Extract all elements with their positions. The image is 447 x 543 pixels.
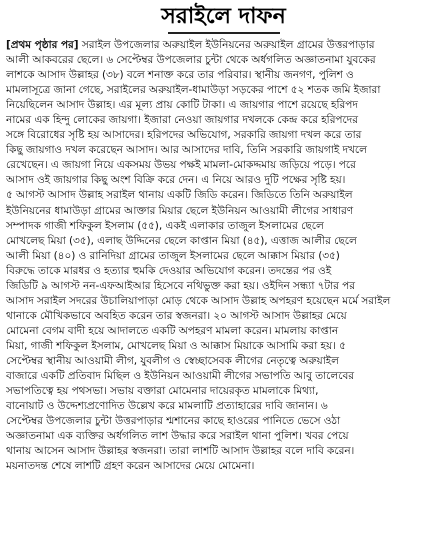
article-line-27: অজ্ঞাতনামা এক ব্যক্তির অর্ধগলিত লাশ উদ্ধার করে সরাইল থানা পুলিশ। খবর পেয়ে bbox=[6, 430, 349, 443]
article-line-29: ময়নাতদন্ত শেষে লাশটি গ্রহণ করেন আসাদের মেয়ে মোমেনা। bbox=[6, 460, 255, 473]
article-line-25: বানোয়াট ও উদ্দেশ্যপ্রণোদিত উল্লেখ করে মামলাটি প্রত্যাহারের দাবি জানান। ৬ bbox=[6, 400, 328, 413]
article-body bbox=[6, 38, 438, 538]
article-line-21: মিয়া, গাজী শফিকুল ইসলাম, মোখলেছ মিয়া ও আক্কাস মিয়াকে আসামি করা হয়। ৫ bbox=[6, 339, 346, 352]
article-line-23: বাজারে একটি প্রতিবাদ মিছিল ও ইউনিয়ন আওয়ামী লীগের সভাপতি আবু তালেবের bbox=[6, 370, 354, 383]
article-line-5: নিয়েছিলেন আসাদ উল্লাহ। এর মূল্য প্রায় কোটি টাকা। এ জায়গার পাশে রয়েছে হরিপদ bbox=[6, 99, 358, 112]
article-line-1-text: সরাইল উপজেলার অরুয়াইল ইউনিয়নের অরুয়াইল গ্রামের উত্তরপাড়ার bbox=[81, 39, 375, 51]
headline-underline bbox=[168, 32, 280, 34]
article-line-7: সঙ্গে বিরোধের সৃষ্টি হয় আসাদের। হরিপদের অভিযোগ, সরকারি জায়গা দখল করে তার bbox=[6, 129, 362, 142]
article-line-28: থানায় আসেন আসাদ উল্লাহর স্বজনরা। তারা লাশটি আসাদ উল্লাহর বলে দাবি করেন। bbox=[6, 445, 355, 458]
article-line-6: নামের এক হিন্দু লোকের জায়গা। ইজারা নেওয়া জায়গার দখলকে কেন্দ্র করে হরিপদের bbox=[6, 114, 358, 127]
article-line-10: আসাদ ওই জায়গার কিছু অংশ বিক্রি করে দেন। এ নিয়ে আরও দুটি পক্ষের সৃষ্টি হয়। bbox=[6, 174, 346, 187]
article-line-26: সেপ্টেম্বর উপজেলার চুন্টা উত্তরপাড়ার শ্মশানের কাছে হাওরের পানিতে ভেসে ওঠা bbox=[6, 415, 341, 428]
article-line-1 bbox=[6, 38, 438, 53]
article-line-22: সেপ্টেম্বর স্থানীয় আওয়ামী লীগ, যুবলীগ ও স্বেচ্ছাসেবক লীগের নেতৃত্বে অরুয়াইল bbox=[6, 354, 339, 367]
article-line-9: রেখেছেন। এ জায়গা নিয়ে একসময় উভয় পক্ষই মামলা-মোকদ্দমায় জড়িয়ে পড়ে। পরে bbox=[6, 159, 356, 172]
article-line-14: মোখলেছ মিয়া (৩৫), এলাছ উদ্দিনের ছেলে কাপ্তান মিয়া (৪৫), এত্তাজ আলীর ছেলে bbox=[6, 234, 357, 247]
article-line-8: কিছু জায়গাও দখল করেছেন আসাদ। আর আসাদের দাবি, তিনি সরকারি জায়গাই দখলে bbox=[6, 144, 367, 157]
article-line-13: সম্পাদক গাজী শফিকুল ইসলাম (৫৫), একই এলাকার তাজুল ইসলামের ছেলে bbox=[6, 219, 324, 232]
article-line-17: জিডিটি ৯ আগস্ট নন-এফআইআর হিসেবে নথিভুক্ত করা হয়। ওইদিন সন্ধ্যা ৭টার পর bbox=[6, 279, 355, 292]
article-line-19: থানাকে মৌখিকভাবে অবহিত করেন তার স্বজনরা। ২০ আগস্ট আসাদ উল্লাহর মেয়ে bbox=[6, 309, 347, 322]
jump-label: [প্রথম পৃষ্ঠার পর] bbox=[6, 39, 79, 51]
article-line-20: মোমেনা বেগম বাদী হয়ে আদালতে একটি অপহরণ মামলা করেন। মামলায় কাপ্তান bbox=[6, 324, 339, 337]
article-line-11: ৫ আগস্ট আসাদ উল্লাহ সরাইল থানায় একটি জিডি করেন। জিডিতে তিনি অরুয়াইল bbox=[6, 189, 353, 202]
article-line-2: আলী আকবরের ছেলে। ৬ সেপ্টেম্বর উপজেলার চুন্টা থেকে অর্ধগলিত অজ্ঞাতনামা যুবকের bbox=[6, 54, 376, 67]
article-line-15: আলী মিয়া (৪০) ও রানিদিয়া গ্রামের তাজুল ইসলামের ছেলে আক্কাস মিয়ার (৩৫) bbox=[6, 249, 340, 262]
article-line-12: ইউনিয়নের ধামাউড়া গ্রামের আক্তার মিয়ার ছেলে ইউনিয়ন আওয়ামী লীগের সাধারণ bbox=[6, 204, 354, 217]
article-line-24: সভাপতিত্বে হয় পথসভা। সভায় বক্তারা মোমেনার দায়েরকৃত মামলাকে মিথ্যা, bbox=[6, 385, 319, 398]
headline: সরাইলে দাফন bbox=[161, 3, 286, 29]
article-line-18: আসাদ সরাইল সদরের উচালিয়াপাড়া মোড় থেকে আসাদ উল্লাহ অপহরণ হয়েছেন মর্মে সরাইল bbox=[6, 294, 391, 307]
article-line-16: বিরুদ্ধে তাকে মারধর ও হত্যার হুমকি দেওয়ার অভিযোগ করেন। তদন্তের পর ওই bbox=[6, 264, 332, 277]
article-line-3: লাশকে আসাদ উল্লাহর (৩৮) বলে শনাক্ত করে তার পরিবার। স্থানীয় জনগণ, পুলিশ ও bbox=[6, 69, 354, 82]
article-line-4: মামলাসূত্রে জানা গেছে, সরাইলের অরুয়াইল-ধামাউড়া সড়কের পাশে ৫২ শতক জমি ইজারা bbox=[6, 84, 381, 97]
